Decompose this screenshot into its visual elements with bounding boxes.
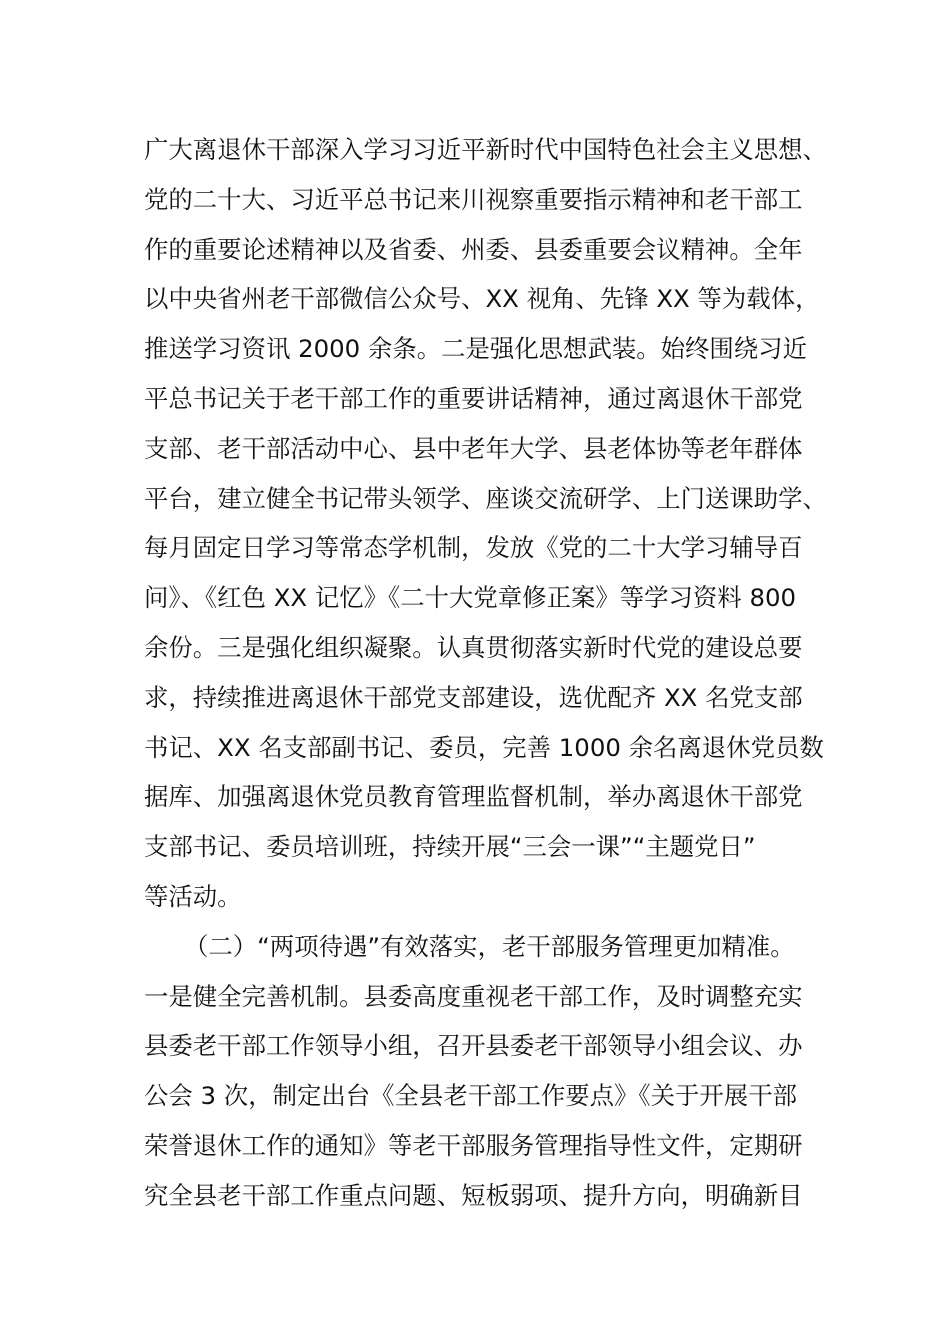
section-heading: （二）“两项待遇”有效落实，老干部服务管理更加精准。 — [184, 931, 795, 961]
text-line: 等活动。 — [144, 881, 242, 911]
text-line: 每月固定日学习等常态学机制，发放《党的二十大学习辅导百 — [144, 533, 803, 563]
text-line: 推送学习资讯 2000 余条。二是强化思想武装。始终围绕习近 — [144, 334, 807, 364]
text-line: 以中央省州老干部微信公众号、XX 视角、先锋 XX 等为载体， — [144, 284, 820, 314]
text-line: 据库、加强离退休党员教育管理监督机制，举办离退休干部党 — [144, 782, 803, 812]
text-line: 问》、《红色 XX 记忆》《二十大党章修正案》等学习资料 800 — [144, 583, 797, 613]
text-line: 支部、老干部活动中心、县中老年大学、县老体协等老年群体 — [144, 433, 803, 463]
text-line: 县委老干部工作领导小组，召开县委老干部领导小组会议、办 — [144, 1031, 803, 1061]
text-line: 广大离退休干部深入学习习近平新时代中国特色社会主义思想、 — [144, 135, 827, 164]
text-line: 书记、XX 名支部副书记、委员，完善 1000 余名离退休党员数 — [144, 732, 824, 762]
text-line: 公会 3 次，制定出台《全县老干部工作要点》《关于开展干部 — [144, 1081, 797, 1111]
body-text — [144, 125, 834, 1221]
text-line: 一是健全完善机制。县委高度重视老干部工作，及时调整充实 — [144, 981, 803, 1011]
text-line: 作的重要论述精神以及省委、州委、县委重要会议精神。全年 — [144, 234, 803, 264]
text-line: 平台，建立健全书记带头领学、座谈交流研学、上门送课助学、 — [144, 483, 827, 513]
text-line: 余份。三是强化组织凝聚。认真贯彻落实新时代党的建设总要 — [144, 632, 803, 662]
text-line: 平总书记关于老干部工作的重要讲话精神，通过离退休干部党 — [144, 383, 803, 413]
text-line: 荣誉退休工作的通知》等老干部服务管理指导性文件，定期研 — [144, 1130, 803, 1160]
text-line: 求，持续推进离退休干部党支部建设，选优配齐 XX 名党支部 — [144, 682, 803, 712]
text-line: 党的二十大、习近平总书记来川视察重要指示精神和老干部工 — [144, 184, 803, 214]
text-line: 究全县老干部工作重点问题、短板弱项、提升方向，明确新目 — [144, 1180, 803, 1210]
text-line: 支部书记、委员培训班，持续开展“三会一课”“主题党日” — [144, 832, 756, 862]
